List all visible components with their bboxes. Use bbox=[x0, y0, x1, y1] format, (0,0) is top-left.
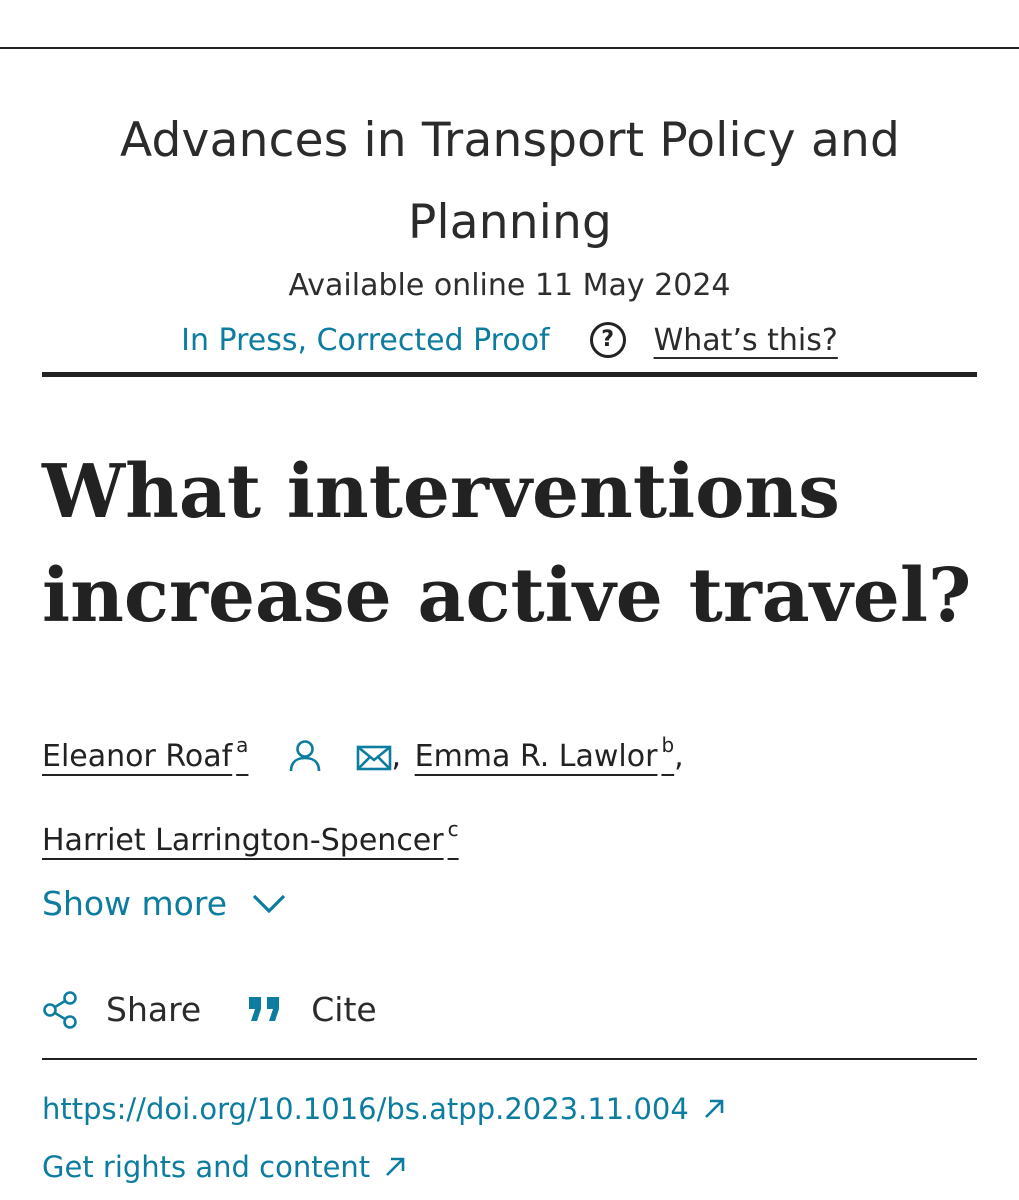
doi-link[interactable] bbox=[42, 1092, 725, 1126]
author-separator: , bbox=[674, 739, 684, 774]
header-divider bbox=[42, 372, 977, 377]
person-icon[interactable] bbox=[288, 730, 322, 796]
doi-text: https://doi.org/10.1016/bs.atpp.2023.11.004 bbox=[42, 1092, 689, 1126]
question-circle-icon: ? bbox=[590, 322, 626, 358]
article-status-row bbox=[0, 322, 1019, 358]
author-link-harriet-larrington-spencer[interactable] bbox=[42, 817, 459, 858]
affiliation-sup: b bbox=[661, 733, 675, 757]
actions-divider bbox=[42, 1058, 977, 1060]
quote-icon bbox=[247, 995, 283, 1025]
whats-this-label: What’s this? bbox=[653, 322, 838, 358]
external-link-icon bbox=[703, 1098, 725, 1120]
article-title bbox=[42, 440, 982, 648]
author-name: Emma R. Lawlor bbox=[414, 739, 658, 774]
article-actions bbox=[42, 990, 377, 1029]
article-status-link[interactable]: In Press, Corrected Proof bbox=[181, 322, 550, 358]
article-title-line-1: What interventions bbox=[42, 449, 840, 535]
journal-title[interactable]: Advances in Transport Policy and Planning bbox=[120, 113, 900, 250]
whats-this-link[interactable] bbox=[590, 322, 838, 358]
available-online-date: Available online 11 May 2024 bbox=[288, 268, 731, 303]
author-name: Harriet Larrington-Spencer bbox=[42, 823, 444, 858]
share-button[interactable] bbox=[42, 990, 201, 1029]
external-link-icon bbox=[384, 1156, 406, 1178]
affiliation-sup: c bbox=[447, 817, 459, 841]
author-list bbox=[42, 712, 977, 874]
share-icon bbox=[42, 991, 78, 1029]
author-link-eleanor-roaf[interactable] bbox=[42, 733, 249, 774]
affiliation-sup: a bbox=[236, 733, 249, 757]
author-link-emma-lawlor[interactable] bbox=[414, 733, 675, 774]
cite-label: Cite bbox=[311, 990, 377, 1029]
article-title-line-2: increase active travel? bbox=[42, 553, 972, 639]
show-more-label: Show more bbox=[42, 884, 228, 923]
top-divider bbox=[0, 47, 1019, 49]
show-more-button[interactable] bbox=[42, 884, 287, 923]
cite-button[interactable] bbox=[247, 990, 376, 1029]
get-rights-text: Get rights and content bbox=[42, 1150, 371, 1184]
author-name: Eleanor Roaf bbox=[42, 739, 233, 774]
chevron-down-icon bbox=[251, 893, 287, 915]
envelope-icon[interactable] bbox=[356, 730, 392, 796]
share-label: Share bbox=[106, 990, 202, 1029]
author-separator: , bbox=[391, 739, 402, 774]
get-rights-link[interactable] bbox=[42, 1150, 406, 1184]
